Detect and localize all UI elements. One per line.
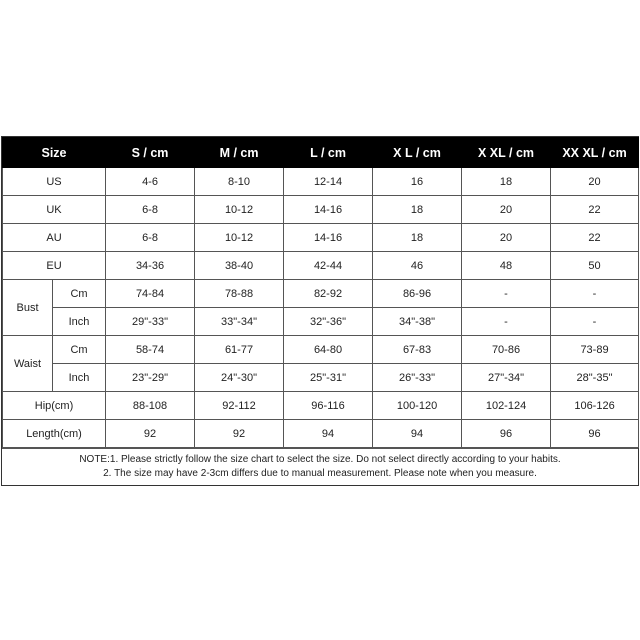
table-cell: 8-10: [195, 168, 284, 196]
table-row-us: [3, 168, 639, 196]
table-cell: 20: [462, 196, 551, 224]
table-cell: 67-83: [373, 336, 462, 364]
table-cell: 34"-38": [373, 308, 462, 336]
row-label-hip: Hip(cm): [3, 392, 106, 420]
table-cell: 18: [373, 196, 462, 224]
table-row-waist-inch: [3, 364, 639, 392]
table-cell: 12-14: [284, 168, 373, 196]
column-header-xxxl: XX XL / cm: [551, 138, 639, 168]
size-header: Size: [3, 138, 106, 168]
table-cell: 18: [462, 168, 551, 196]
column-header-l: L / cm: [284, 138, 373, 168]
note-line-2: 2. The size may have 2-3cm differs due to manual measurement. Please note when you measure.: [103, 468, 537, 479]
table-cell: 18: [373, 224, 462, 252]
table-cell: 14-16: [284, 196, 373, 224]
table-cell: 23"-29": [106, 364, 195, 392]
table-row-length: [3, 420, 639, 448]
column-header-xl: X L / cm: [373, 138, 462, 168]
table-cell: 92-112: [195, 392, 284, 420]
row-group-label-waist: Waist: [3, 336, 53, 392]
table-cell: 20: [462, 224, 551, 252]
column-header-s: S / cm: [106, 138, 195, 168]
table-cell: 29"-33": [106, 308, 195, 336]
table-cell: -: [462, 280, 551, 308]
table-cell: 38-40: [195, 252, 284, 280]
table-row-eu: [3, 252, 639, 280]
table-cell: 14-16: [284, 224, 373, 252]
row-sublabel-cm: Cm: [53, 336, 106, 364]
row-label-au: AU: [3, 224, 106, 252]
table-cell: 94: [373, 420, 462, 448]
table-cell: 33"-34": [195, 308, 284, 336]
row-group-label-bust: Bust: [3, 280, 53, 336]
table-cell: 28"-35": [551, 364, 639, 392]
row-label-eu: EU: [3, 252, 106, 280]
table-cell: 6-8: [106, 196, 195, 224]
table-row-hip: [3, 392, 639, 420]
table-cell: 106-126: [551, 392, 639, 420]
table-cell: 96-116: [284, 392, 373, 420]
table-cell: 32"-36": [284, 308, 373, 336]
row-label-length: Length(cm): [3, 420, 106, 448]
table-cell: -: [551, 308, 639, 336]
table-cell: -: [551, 280, 639, 308]
table-cell: 48: [462, 252, 551, 280]
table-cell: 70-86: [462, 336, 551, 364]
table-cell: 86-96: [373, 280, 462, 308]
table-cell: 82-92: [284, 280, 373, 308]
row-sublabel-inch: Inch: [53, 364, 106, 392]
table-cell: 100-120: [373, 392, 462, 420]
table-cell: 50: [551, 252, 639, 280]
table-row-au: [3, 224, 639, 252]
table-cell: -: [462, 308, 551, 336]
table-row-bust-cm: [3, 280, 639, 308]
table-cell: 6-8: [106, 224, 195, 252]
row-label-uk: UK: [3, 196, 106, 224]
table-cell: 96: [551, 420, 639, 448]
row-sublabel-cm: Cm: [53, 280, 106, 308]
size-notes: [2, 448, 638, 485]
table-cell: 34-36: [106, 252, 195, 280]
column-header-xxl: X XL / cm: [462, 138, 551, 168]
header-row: [3, 138, 639, 168]
table-cell: 73-89: [551, 336, 639, 364]
table-cell: 22: [551, 224, 639, 252]
table-cell: 92: [195, 420, 284, 448]
table-row-waist-cm: [3, 336, 639, 364]
table-cell: 88-108: [106, 392, 195, 420]
table-row-bust-inch: [3, 308, 639, 336]
note-line-1: NOTE:1. Please strictly follow the size chart to select the size. Do not select directly according to your habits.: [79, 454, 561, 465]
table-cell: 4-6: [106, 168, 195, 196]
table-cell: 42-44: [284, 252, 373, 280]
table-cell: 27"-34": [462, 364, 551, 392]
table-cell: 74-84: [106, 280, 195, 308]
column-header-m: M / cm: [195, 138, 284, 168]
table-cell: 58-74: [106, 336, 195, 364]
table-cell: 10-12: [195, 196, 284, 224]
table-cell: 22: [551, 196, 639, 224]
table-cell: 46: [373, 252, 462, 280]
table-cell: 16: [373, 168, 462, 196]
table-cell: 102-124: [462, 392, 551, 420]
table-cell: 64-80: [284, 336, 373, 364]
size-table: [2, 137, 639, 448]
table-cell: 10-12: [195, 224, 284, 252]
row-sublabel-inch: Inch: [53, 308, 106, 336]
table-cell: 94: [284, 420, 373, 448]
table-row-uk: [3, 196, 639, 224]
table-cell: 24"-30": [195, 364, 284, 392]
table-cell: 61-77: [195, 336, 284, 364]
size-chart: [1, 136, 639, 486]
table-cell: 96: [462, 420, 551, 448]
table-cell: 78-88: [195, 280, 284, 308]
table-cell: 92: [106, 420, 195, 448]
row-label-us: US: [3, 168, 106, 196]
table-cell: 26"-33": [373, 364, 462, 392]
table-cell: 25"-31": [284, 364, 373, 392]
table-cell: 20: [551, 168, 639, 196]
